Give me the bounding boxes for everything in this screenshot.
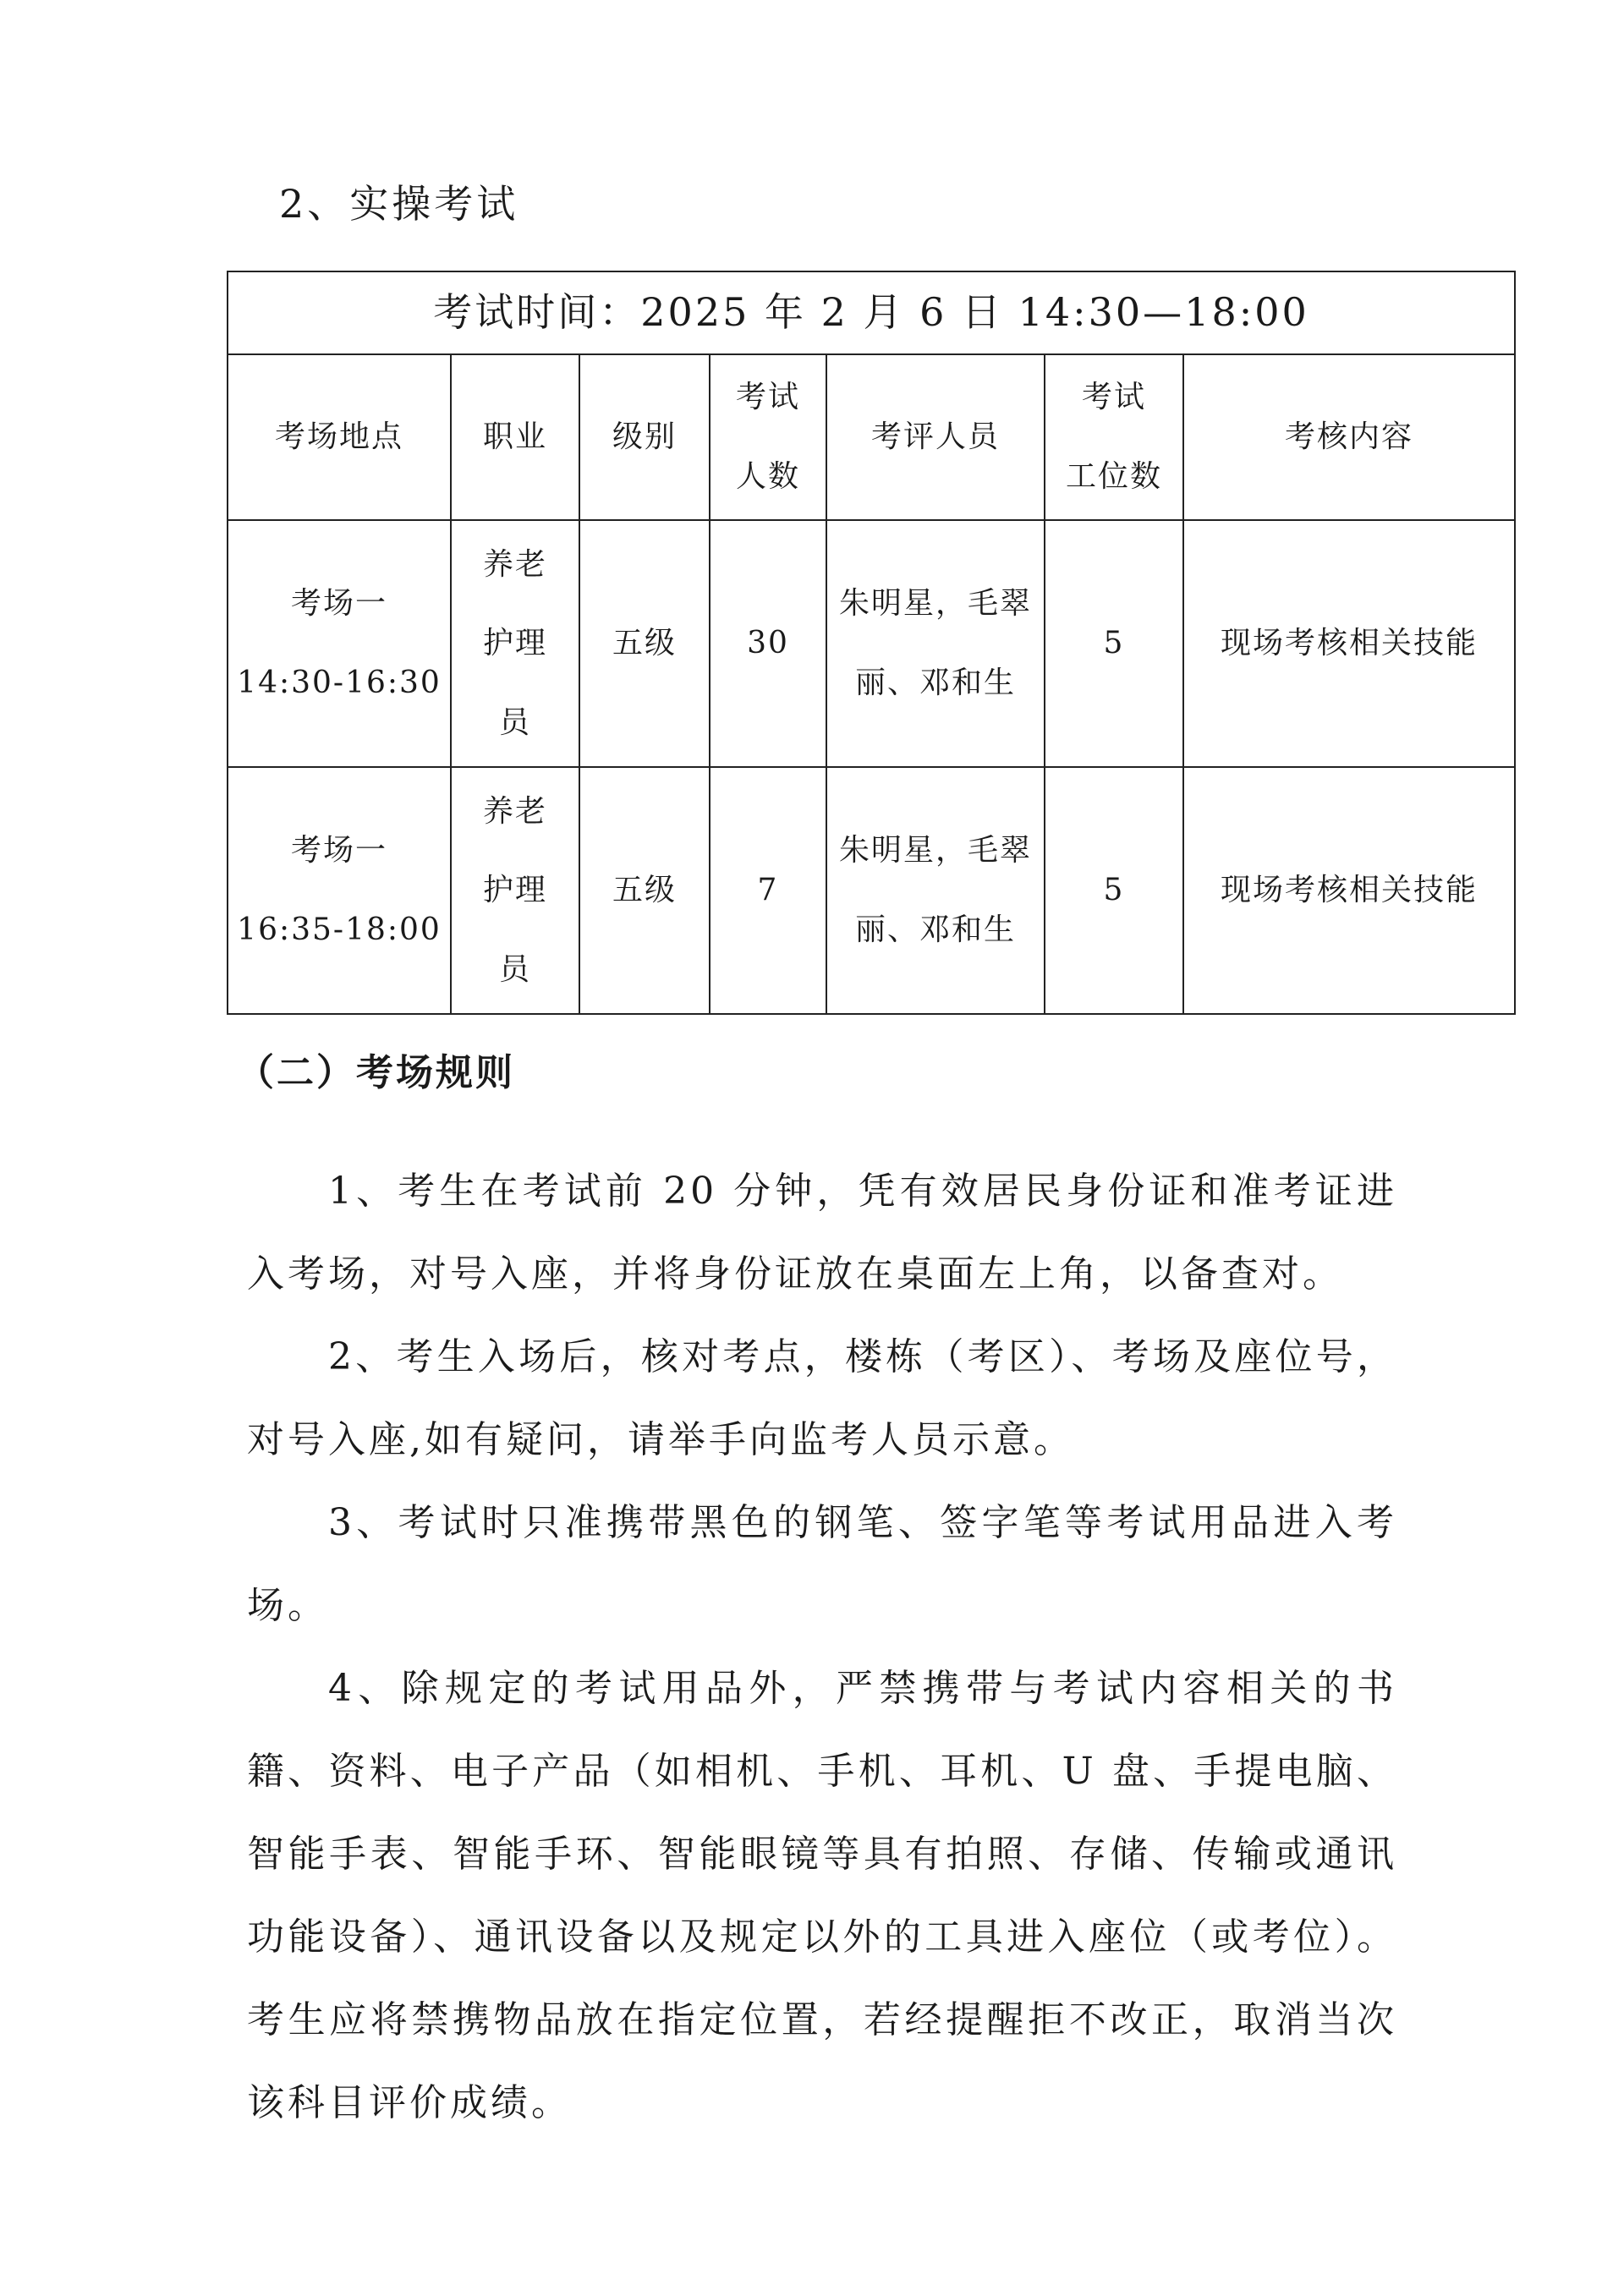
cell-count: 30: [710, 520, 826, 767]
header-stations-line1: 考试: [1081, 380, 1146, 415]
location-name: 考场一: [290, 586, 387, 622]
location-name: 考场一: [290, 833, 387, 869]
rules-heading: （二）考场规则: [237, 1051, 515, 1094]
cell-stations: 5: [1045, 767, 1183, 1014]
rule-paragraph-4: 4、除规定的考试用品外，严禁携带与考试内容相关的书籍、资料、电子产品（如相机、手机、耳机、U 盘、手提电脑、智能手表、智能手环、智能眼镜等具有拍照、存储、传输或通讯功能设备）、通讯设备以及规定以外的工具进入座位（或考位）。考生应将禁携物品放在指定位置，若经提醒拒不改正，取消当次该科目评价成绩。: [247, 1667, 1397, 2124]
occupation-line2: 护理: [482, 873, 547, 908]
section-title: 2、实操考试: [279, 181, 519, 227]
location-time: 14:30-16:30: [237, 666, 442, 700]
header-stations-line2: 工位数: [1065, 459, 1162, 494]
table-row: [228, 520, 1515, 767]
header-occupation: 职业: [451, 354, 579, 520]
cell-count: 7: [710, 767, 826, 1014]
header-count-line1: 考试: [735, 380, 800, 415]
occupation-line3: 员: [498, 951, 531, 987]
cell-location: [228, 767, 451, 1014]
header-count-line2: 人数: [735, 459, 800, 494]
header-content: 考核内容: [1183, 354, 1515, 520]
cell-level: 五级: [579, 520, 710, 767]
occupation-line3: 员: [498, 704, 531, 740]
cell-stations: 5: [1045, 520, 1183, 767]
table-header-row: [228, 354, 1515, 520]
header-level: 级别: [579, 354, 710, 520]
assessors-line1: 朱明星，毛翠: [838, 586, 1032, 622]
exam-schedule-table: [227, 271, 1516, 1015]
occupation-line2: 护理: [482, 626, 547, 661]
table-row: [228, 767, 1515, 1014]
occupation-line1: 养老: [482, 546, 547, 582]
cell-occupation: [451, 520, 579, 767]
header-stations: [1045, 354, 1183, 520]
table-title-row: [228, 271, 1515, 354]
header-assessors: 考评人员: [826, 354, 1045, 520]
cell-assessors: [826, 767, 1045, 1014]
assessors-line2: 丽、邓和生: [854, 666, 1016, 700]
cell-location: [228, 520, 451, 767]
cell-occupation: [451, 767, 579, 1014]
assessors-line2: 丽、邓和生: [854, 912, 1016, 947]
location-time: 16:35-18:00: [237, 912, 442, 947]
rule-paragraph-3: 3、考试时只准携带黑色的钢笔、签字笔等考试用品进入考场。: [247, 1501, 1397, 1627]
exam-time-cell: 考试时间：2025 年 2 月 6 日 14:30—18:00: [228, 271, 1515, 354]
header-location: 考场地点: [228, 354, 451, 520]
cell-assessors: [826, 520, 1045, 767]
occupation-line1: 养老: [482, 793, 547, 829]
cell-level: 五级: [579, 767, 710, 1014]
cell-content: 现场考核相关技能: [1183, 520, 1515, 767]
rule-paragraph-2: 2、考生入场后，核对考点，楼栋（考区）、考场及座位号，对号入座,如有疑问，请举手向监考人员示意。: [247, 1335, 1397, 1461]
rule-paragraph-1: 1、考生在考试前 20 分钟，凭有效居民身份证和准考证进入考场，对号入座，并将身份证放在桌面左上角，以备查对。: [247, 1170, 1397, 1296]
cell-content: 现场考核相关技能: [1183, 767, 1515, 1014]
assessors-line1: 朱明星，毛翠: [838, 833, 1032, 869]
header-count: [710, 354, 826, 520]
